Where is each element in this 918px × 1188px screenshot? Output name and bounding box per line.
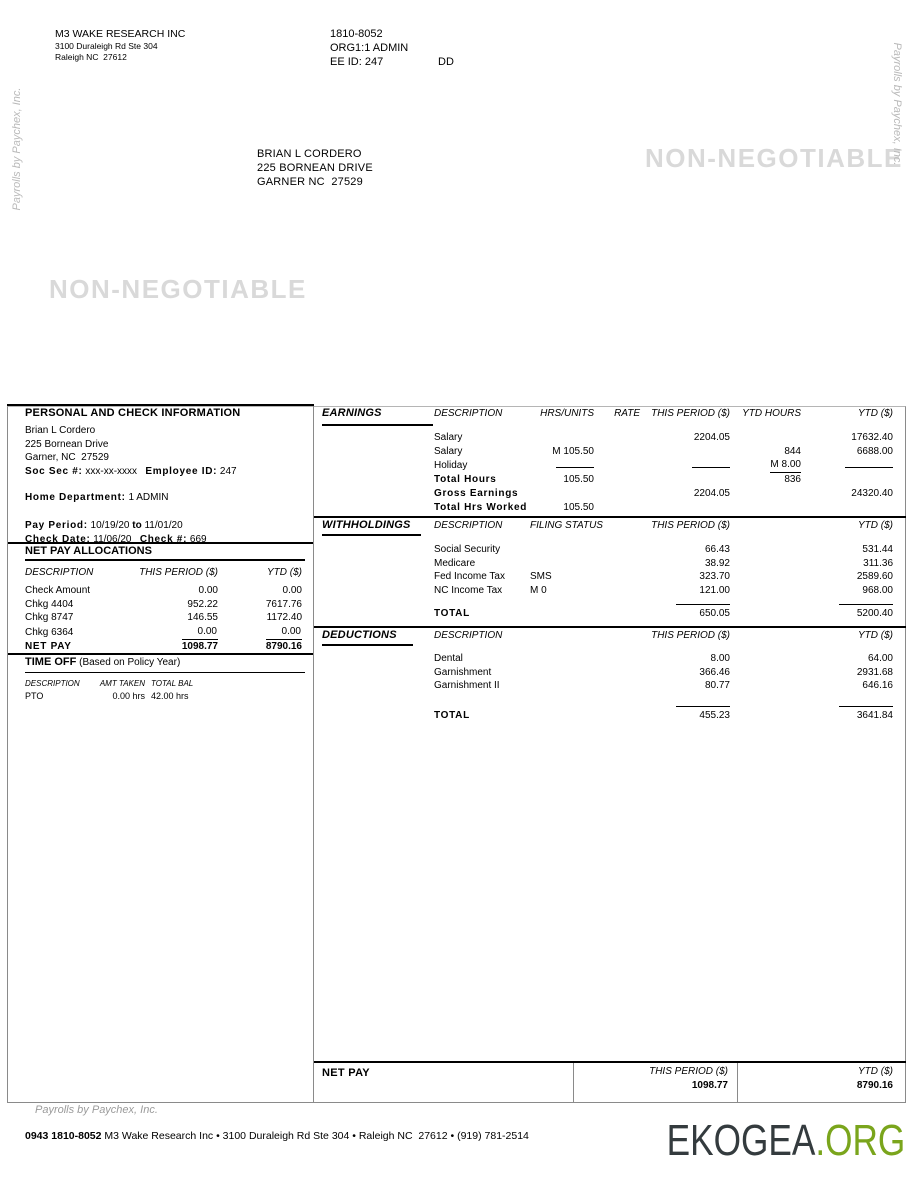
column-header: YTD ($) (858, 630, 893, 641)
withholding-filing-status: M 0 (530, 585, 547, 597)
table-header-row (25, 566, 302, 579)
personal-city-state: Garner, NC 27529 (25, 452, 109, 464)
earning-this-period: 2204.05 (693, 487, 730, 499)
earning-hrs-units (534, 458, 594, 473)
pay-period-from: 10/19/20 (90, 519, 130, 531)
allocation-ytd: 1172.40 (266, 612, 302, 624)
allocation-description: Chkg 8747 (25, 612, 74, 624)
earning-description: Total Hours (434, 474, 497, 486)
allocation-description: Chkg 6364 (25, 627, 74, 639)
check-reference-number: 1810-8052 (330, 28, 383, 40)
earning-hrs-units (534, 487, 594, 501)
net-pay-summary-ytd (742, 1065, 893, 1093)
column-header: TOTAL BAL (151, 679, 194, 688)
withholding-filing-status: SMS (530, 571, 552, 583)
table-row (322, 652, 893, 666)
time-off-description: PTO (25, 691, 44, 701)
table-row (25, 584, 302, 598)
column-header: YTD ($) (858, 408, 893, 419)
total-value: 3641.84 (839, 706, 893, 723)
earning-this-period (640, 501, 730, 515)
withholding-ytd: 311.36 (863, 557, 893, 569)
table-row (25, 598, 302, 612)
earning-ytd: 24320.40 (851, 487, 893, 499)
withholding-this-period: 323.70 (699, 571, 730, 583)
withholding-ytd: 531.44 (862, 544, 893, 555)
deductions-section-title: DEDUCTIONS (322, 629, 397, 641)
table-row (322, 570, 893, 584)
org-line: ORG1:1 ADMIN (330, 42, 409, 54)
ekogea-logo (666, 1116, 905, 1166)
net-pay-this-period-value: 1098.77 (691, 1080, 728, 1091)
time-off-title (25, 656, 305, 673)
column-header: YTD ($) (267, 567, 302, 578)
check-date-value: 11/06/20 (93, 533, 132, 545)
earning-rate (594, 445, 640, 459)
employee-id-value: 247 (219, 466, 237, 478)
underline-blank (556, 459, 594, 468)
earning-description: Salary (434, 432, 463, 443)
footer-company-line (25, 1130, 529, 1142)
allocation-description: Chkg 4404 (25, 598, 74, 610)
column-header: YTD HOURS (742, 408, 801, 419)
earning-this-period: 2204.05 (693, 432, 730, 443)
deduction-this-period: 366.46 (699, 666, 730, 678)
earning-rate (594, 431, 640, 445)
table-row (322, 458, 893, 473)
total-row (322, 604, 893, 621)
total-ytd (730, 604, 893, 621)
earning-description: Total Hrs Worked (434, 501, 528, 513)
total-value: 5200.40 (839, 604, 893, 621)
check-number-value: 669 (189, 533, 207, 545)
earning-ytd: 6688.00 (856, 445, 893, 457)
earning-hrs-units (534, 431, 594, 445)
earning-ytd-hours (730, 458, 801, 473)
side-brand-text-left: Payrolls by Paychex, Inc. (11, 87, 23, 211)
company-name: M3 WAKE RESEARCH INC (55, 28, 186, 40)
withholding-this-period: 38.92 (704, 557, 730, 569)
personal-name: Brian L Cordero (25, 424, 96, 436)
earning-rate (594, 487, 640, 501)
total-label: TOTAL (434, 607, 470, 619)
net-pay-total-row (25, 640, 302, 654)
employee-city-state: GARNER NC 27529 (257, 176, 363, 188)
table-row (322, 557, 893, 571)
divider (737, 1063, 738, 1103)
column-header: DESCRIPTION (434, 408, 503, 419)
withholding-this-period: 66.43 (704, 544, 730, 555)
withholding-ytd: 968.00 (862, 585, 893, 597)
table-header-row (322, 407, 893, 420)
paychex-footer-text: Payrolls by Paychex, Inc. (35, 1104, 158, 1116)
total-this-period (640, 604, 730, 621)
table-header-row (322, 519, 893, 532)
column-header: THIS PERIOD ($) (651, 520, 730, 531)
time-off-total-bal: 42.00 hrs (151, 691, 189, 701)
pay-period-line (25, 519, 309, 533)
table-row (25, 690, 245, 703)
time-off-title-text: TIME OFF (25, 656, 77, 668)
column-header: DESCRIPTION (25, 679, 80, 688)
deduction-description: Dental (434, 653, 463, 664)
total-value: 455.23 (676, 706, 730, 723)
withholding-this-period: 121.00 (699, 585, 730, 597)
table-row (25, 625, 302, 640)
non-negotiable-watermark: NON-NEGOTIABLE (645, 143, 903, 173)
deduction-this-period: 80.77 (704, 680, 730, 692)
column-header: DESCRIPTION (434, 520, 503, 531)
total-row (322, 706, 893, 723)
earning-this-period (640, 445, 730, 459)
deduction-ytd: 64.00 (867, 653, 893, 664)
total-label: TOTAL (434, 710, 470, 722)
allocation-ytd: 0.00 (282, 585, 302, 596)
earning-hrs-units: 105.50 (563, 501, 594, 513)
check-number-label: Check #: (139, 533, 188, 545)
column-header: THIS PERIOD ($) (651, 630, 730, 641)
pay-period-to: 11/01/20 (144, 519, 183, 531)
home-department-value: 1 ADMIN (128, 491, 169, 503)
allocation-this-period (118, 625, 218, 640)
table-row (322, 584, 893, 598)
divider (314, 516, 906, 518)
net-pay-summary-label: NET PAY (322, 1067, 370, 1079)
underline-blank (692, 459, 730, 468)
earning-this-period (640, 458, 730, 473)
column-header: THIS PERIOD ($) (139, 567, 218, 578)
time-off-subtitle: (Based on Policy Year) (79, 657, 181, 668)
footer-ref-number: 0943 1810-8052 (25, 1130, 102, 1142)
divider (314, 1061, 906, 1063)
underlined-value: 0.00 (182, 625, 218, 640)
allocation-ytd: 7617.76 (265, 598, 302, 610)
panel-divider (313, 406, 314, 1103)
net-pay-allocations-table (25, 566, 302, 654)
personal-info-section (25, 407, 309, 546)
footer-company-contact: M3 Wake Research Inc • 3100 Duraleigh Rd Ste 304 • Raleigh NC 27612 • (919) 781-2514 (104, 1130, 529, 1142)
net-pay-ytd: 8790.16 (265, 640, 302, 652)
withholdings-section-title: WITHHOLDINGS (322, 519, 411, 531)
table-row (322, 445, 893, 459)
column-header: THIS PERIOD ($) (651, 408, 730, 419)
total-this-period (640, 706, 730, 723)
net-pay-ytd-value: 8790.16 (856, 1080, 893, 1091)
time-off-amt-taken: 0.00 hrs (112, 691, 145, 701)
column-header: DESCRIPTION (25, 567, 94, 578)
home-department-line (25, 491, 309, 505)
column-header: DESCRIPTION (434, 630, 503, 641)
net-pay-this-period: 1098.77 (181, 640, 218, 652)
earning-ytd-hours (730, 501, 801, 515)
column-header: THIS PERIOD ($) (649, 1066, 728, 1077)
earning-rate (594, 473, 640, 487)
withholding-ytd: 2589.60 (856, 571, 893, 583)
table-row (25, 611, 302, 625)
table-header-row (25, 677, 245, 690)
withholding-description: Fed Income Tax (434, 571, 505, 583)
withholdings-table (322, 519, 893, 621)
company-address-line1: 3100 Duraleigh Rd Ste 304 (55, 41, 158, 51)
time-off-table (25, 677, 245, 703)
net-pay-label: NET PAY (25, 640, 72, 652)
check-reference-block (330, 27, 454, 69)
personal-street: 225 Bornean Drive (25, 438, 109, 450)
logo-tld: .ORG (815, 1116, 905, 1165)
table-row (322, 501, 893, 515)
deduction-this-period: 8.00 (710, 653, 730, 664)
deduction-ytd: 2931.68 (856, 666, 893, 678)
earning-rate (594, 501, 640, 515)
earning-this-period (640, 473, 730, 487)
non-negotiable-watermark: NON-NEGOTIABLE (49, 274, 307, 304)
net-pay-allocations-title: NET PAY ALLOCATIONS (25, 545, 305, 561)
allocation-this-period: 952.22 (187, 598, 218, 610)
company-address-line2: Raleigh NC 27612 (55, 52, 127, 62)
column-header: RATE (614, 408, 640, 419)
employee-id-line: EE ID: 247 (330, 56, 384, 68)
earning-ytd: 17632.40 (851, 432, 893, 443)
earning-description: Salary (434, 445, 463, 457)
column-header: YTD ($) (858, 520, 893, 531)
allocation-this-period: 0.00 (198, 585, 218, 596)
check-date-label: Check Date: (25, 533, 91, 545)
withholding-filing-status (530, 543, 640, 557)
total-ytd (730, 706, 893, 723)
pay-period-to-label: to (132, 519, 142, 531)
personal-info-title: PERSONAL AND CHECK INFORMATION (25, 407, 241, 419)
allocation-description: Check Amount (25, 585, 91, 596)
table-row (322, 543, 893, 557)
deduction-ytd: 646.16 (862, 680, 893, 692)
underlined-value: 0.00 (266, 625, 302, 640)
column-header: FILING STATUS (530, 520, 603, 531)
ssn-line (25, 465, 309, 479)
earning-hrs-units: 105.50 (563, 474, 594, 486)
withholding-description: Medicare (434, 557, 476, 569)
total-value: 650.05 (676, 604, 730, 621)
underlined-value: M 8.00 (770, 458, 801, 473)
earnings-table (322, 407, 893, 514)
column-header: HRS/UNITS (540, 408, 594, 419)
direct-deposit-flag: DD (438, 56, 454, 68)
underline-blank (845, 459, 893, 468)
earning-ytd (801, 458, 893, 473)
table-header-row (322, 629, 893, 642)
withholding-description: NC Income Tax (434, 585, 503, 597)
earnings-section-title: EARNINGS (322, 407, 382, 419)
column-header: AMT TAKEN (99, 679, 145, 688)
divider (7, 404, 314, 406)
earning-ytd-hours: 844 (784, 445, 801, 457)
withholding-filing-status (530, 557, 640, 571)
employee-id-label: Employee ID: (145, 466, 218, 478)
pay-period-label: Pay Period: (25, 519, 88, 531)
company-block (55, 28, 185, 63)
earning-ytd (801, 501, 893, 515)
net-pay-summary-this-period (577, 1065, 728, 1093)
divider (573, 1063, 574, 1103)
table-row (322, 431, 893, 445)
earning-description: Holiday (434, 460, 468, 472)
table-row (322, 666, 893, 680)
employee-name: BRIAN L CORDERO (257, 148, 362, 160)
home-department-label: Home Department: (25, 491, 126, 503)
column-header: YTD ($) (858, 1066, 893, 1077)
deduction-description: Garnishment (434, 666, 492, 678)
earning-ytd (801, 473, 893, 487)
earning-description: Gross Earnings (434, 487, 519, 499)
deductions-table (322, 629, 893, 723)
table-row (322, 679, 893, 693)
ssn-label: Soc Sec #: (25, 466, 83, 478)
allocation-this-period: 146.55 (187, 612, 218, 624)
logo-name: EKOGEA (666, 1116, 816, 1165)
ssn-value: xxx-xx-xxxx (85, 466, 138, 478)
earning-hrs-units: M 105.50 (552, 445, 594, 457)
allocation-ytd (218, 625, 302, 640)
table-row (322, 487, 893, 501)
employee-mailing-address (257, 147, 373, 189)
employee-street: 225 BORNEAN DRIVE (257, 162, 373, 174)
earning-ytd-hours (730, 431, 801, 445)
deduction-description: Garnishment II (434, 680, 500, 692)
earning-rate (594, 458, 640, 473)
divider (314, 626, 906, 628)
earning-ytd-hours (730, 487, 801, 501)
withholding-description: Social Security (434, 544, 501, 555)
earning-ytd-hours: 836 (784, 474, 801, 486)
side-brand-text-right: Payrolls by Paychex, Inc. (891, 42, 903, 166)
table-row (322, 473, 893, 487)
